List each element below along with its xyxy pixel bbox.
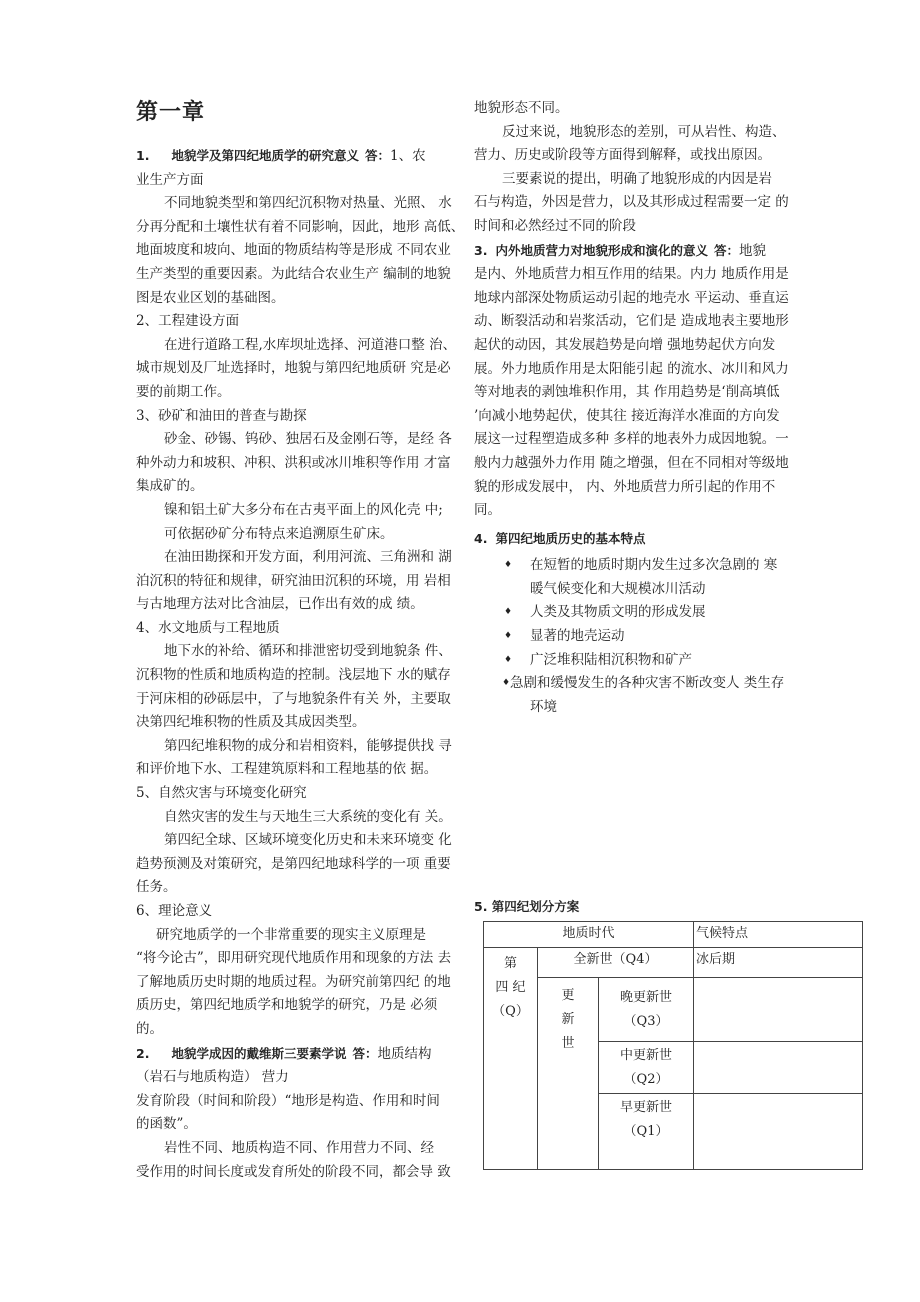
text-line: 分再分配和土壤性状有着不同影响，因此，地形 高低、: [136, 218, 465, 235]
section-1-heading: 1. 地貌学及第四纪地质学的研究意义 答：1、农: [136, 148, 426, 164]
section-4-heading: 4. 第四纪地质历史的基本特点: [474, 530, 646, 546]
text-line: 砂金、砂锡、钨砂、独居石及金刚石等，是经 各: [164, 431, 452, 448]
text-line: 反过来说，地貌形态的差别，可从岩性、构造、: [502, 123, 786, 140]
period-cell: 第 四 纪 （Q）: [484, 948, 538, 1170]
text-line: 展。外力地质作用是太阳能引起 的流水、冰川和风力: [474, 360, 789, 377]
text-line: 于河床相的砂砾层中，了与地貌条件有关 外，主要取: [136, 690, 451, 707]
text-line: 任务。: [136, 879, 177, 896]
table-header-climate: 气候特点: [694, 922, 863, 948]
diamond-bullet-icon: ♦: [504, 631, 513, 642]
text-line: 动、断裂活动和岩浆活动，它们是 造成地表主要地形: [474, 313, 789, 330]
text-line: 第四纪全球、区域环境变化历史和未来环境变 化: [164, 832, 452, 849]
text-line: 了解地质历史时期的地质过程。为研究前第四纪 的地: [136, 973, 451, 990]
list-item: 5、自然灾害与环境变化研究: [136, 785, 307, 802]
right-column: [474, 0, 790, 719]
text-line: 种外动力和坡积、冲积、洪积或冰川堆积等作用 才富: [136, 454, 451, 471]
text-line: 第四纪堆积物的成分和岩相资料，能够提供找 寻: [164, 737, 452, 754]
text-line: 三要素说的提出，明确了地貌形成的内因是岩: [502, 170, 772, 187]
text-line: 的。: [136, 1020, 163, 1037]
middle-pleistocene-cell: 中更新世 （Q2）: [599, 1042, 694, 1094]
text-line: 生产类型的重要因素。为此结合农业生产 编制的地貌: [136, 265, 451, 282]
section-5-heading: 5. 第四纪划分方案: [474, 899, 580, 914]
text-line: 受作用的时间长度或发育所处的阶段不同，都会导 致: [136, 1163, 451, 1180]
list-item: 2、工程建设方面: [136, 313, 240, 330]
text-line: 石与构造，外因是营力，以及其形成过程需要一定 的: [474, 194, 789, 211]
list-item: 4、水文地质与工程地质: [136, 619, 280, 636]
text-line: 沉积物的性质和地质构造的控制。浅层地下 水的赋存: [136, 667, 451, 684]
text-line: （岩石与地质构造） 营力: [136, 1069, 289, 1086]
quaternary-division-table: [483, 921, 863, 1170]
list-item: ♦ 广泛堆积陆相沉积物和矿产: [474, 649, 790, 673]
text-line: 营力、历史或阶段等方面得到解释，或找出原因。: [474, 147, 771, 164]
text-line: 镍和铝土矿大多分布在古夷平面上的风化壳 中;: [164, 501, 443, 518]
text-line: 在进行道路工程,水库坝址选择、河道港口整 治、: [164, 336, 457, 353]
text-line: 和评价地下水、工程建筑原料和工程地基的依 据。: [136, 761, 438, 778]
text-line: 的函数”。: [136, 1116, 197, 1133]
pleistocene-cell: 更 新 世: [538, 978, 599, 1170]
text-line: 展这一过程塑造成多种 多样的地表外力成因地貌。一: [474, 431, 789, 448]
text-line: 地面坡度和坡向、地面的物质结构等是形成 不同农业: [136, 242, 451, 259]
text-line: 城市规划及厂址选择时，地貌与第四纪地质研 究是必: [136, 360, 451, 377]
text-line: 不同地貌类型和第四纪沉积物对热量、光照、 水: [164, 195, 452, 212]
text-line: 决第四纪堆积物的性质及其成因类型。: [136, 714, 366, 731]
chapter-title: 第一章: [136, 99, 206, 125]
table-header-era: 地质时代: [484, 922, 694, 948]
text-line: 同。: [474, 502, 501, 519]
text-line: 等对地表的剥蚀堆积作用，其 作用趋势是‘削高填低: [474, 384, 780, 401]
list-item: 3、砂矿和油田的普查与勘探: [136, 407, 307, 424]
text-line: 与古地理方法对比含油层，已作出有效的成 绩。: [136, 596, 424, 613]
text-line: 貌的形成发展中， 内、外地质营力所引起的作用不: [474, 478, 776, 495]
diamond-bullet-icon: ♦: [504, 607, 513, 618]
text-line: 起伏的动因，其发展趋势是向增 强地势起伏方向发: [474, 336, 776, 353]
climate-cell: [694, 1094, 863, 1170]
diamond-bullet-icon: ♦: [504, 654, 513, 665]
text-line: 岩性不同、地质构造不同、作用营力不同、经: [164, 1139, 434, 1156]
diamond-bullet-icon: ♦: [502, 678, 511, 689]
text-line: 发育阶段（时间和阶段）“地形是构造、作用和时间: [136, 1092, 440, 1109]
text-line: 地球内部深处物质运动引起的地壳水 平运动、垂直运: [474, 289, 789, 306]
text-line: 图是农业区划的基础图。: [136, 289, 285, 306]
diamond-bullet-icon: ♦: [504, 560, 513, 571]
holocene-climate-cell: 冰后期: [694, 948, 863, 978]
late-pleistocene-cell: 晚更新世 （Q3）: [599, 978, 694, 1042]
section-2-heading: 2. 地貌学成因的戴维斯三要素学说 答：地质结构: [136, 1045, 432, 1062]
text-line: 业生产方面: [136, 171, 204, 188]
text-line: ’向减小地势起伏，使其往 接近海洋水准面的方向发: [474, 407, 780, 424]
list-item: 6、理论意义: [136, 903, 213, 919]
left-column: [136, 0, 465, 1184]
list-item: ♦ 显著的地壳运动: [474, 625, 790, 649]
text-line: 在油田勘探和开发方面，利用河流、三角洲和 湖: [164, 549, 452, 566]
section-3-heading: 3. 内外地质营力对地貌形成和演化的意义 答：地貌: [474, 242, 766, 259]
climate-cell: [694, 1042, 863, 1094]
list-item: ♦ 人类及其物质文明的形成发展: [474, 601, 790, 625]
text-line: “将今论古”，即用研究现代地质作用和现象的方法 去: [136, 950, 452, 967]
text-line: 质历史，第四纪地质学和地貌学的研究，乃是 必须: [136, 997, 438, 1014]
text-line: 地下水的补给、循环和排泄密切受到地貌条 件、: [164, 643, 452, 660]
text-line: 趋势预测及对策研究，是第四纪地球科学的一项 重要: [136, 855, 451, 872]
text-line: 集成矿的。: [136, 478, 204, 495]
early-pleistocene-cell: 早更新世 （Q1）: [599, 1094, 694, 1170]
climate-cell: [694, 978, 863, 1042]
text-line: 地貌形态不同。: [474, 100, 569, 116]
text-line: 是内、外地质营力相互作用的结果。内力 地质作用是: [474, 266, 789, 283]
text-line: 可依据砂矿分布特点来追溯原生矿床。: [164, 525, 394, 542]
text-line: 研究地质学的一个非常重要的现实主义原理是: [156, 926, 426, 943]
text-line: 要的前期工作。: [136, 383, 231, 400]
feature-list: [474, 554, 790, 719]
holocene-cell: 全新世（Q4）: [538, 948, 694, 978]
text-line: 泊沉积的特征和规律，研究油田沉积的环境，用 岩相: [136, 572, 451, 589]
text-line: 自然灾害的发生与天地生三大系统的变化有 关。: [164, 808, 452, 825]
list-item: ♦ 在短暂的地质时期内发生过多次急剧的 寒 暖气候变化和大规模冰川活动: [474, 554, 790, 601]
list-item: ♦ 急剧和缓慢发生的各种灾害不断改变人 类生存 环境: [474, 672, 790, 719]
text-line: 时间和必然经过不同的阶段: [474, 217, 636, 234]
text-line: 般内力越强外力作用 随之增强，但在不同相对等级地: [474, 454, 789, 471]
